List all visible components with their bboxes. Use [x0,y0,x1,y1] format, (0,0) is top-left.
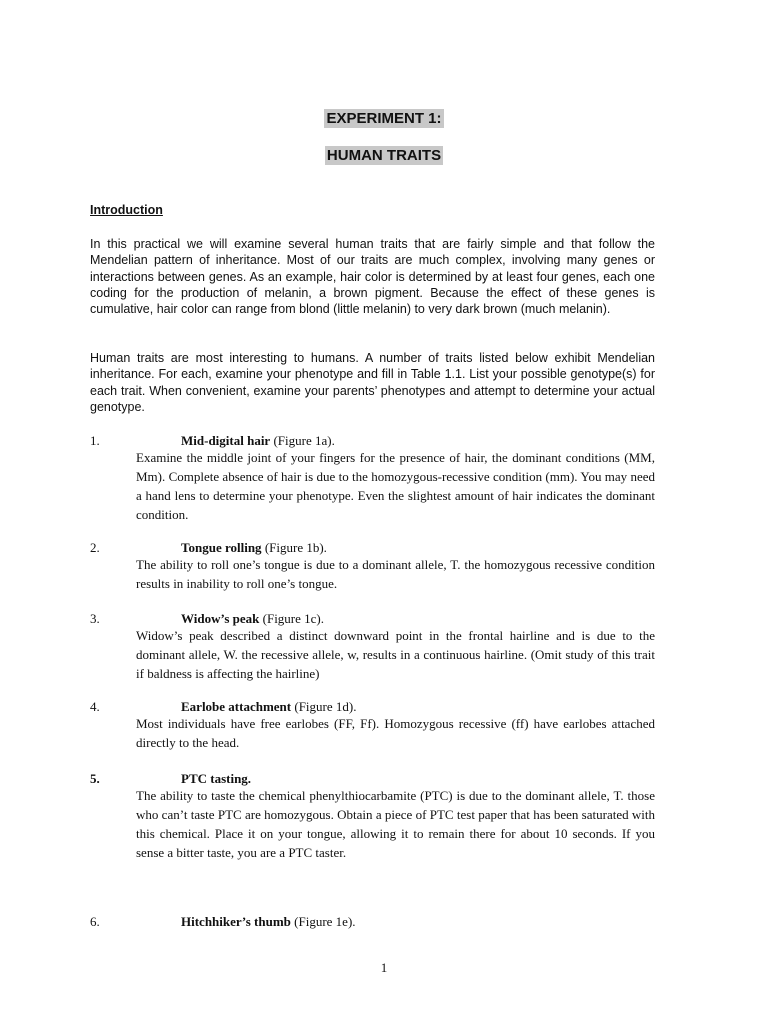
trait-description: Widow’s peak described a distinct downward point in the frontal hairline and is due to the dominant allele, W. the recessive allele, w, results in a continuous hairline. (Omit study of this trait if baldness is affecting the hairline) [136,628,655,681]
trait-description: The ability to roll one’s tongue is due to a dominant allele, T. the homozygous recessive condition results in inability to roll one’s tongue. [136,557,655,591]
trait-heading [181,771,251,787]
trait-heading [181,540,327,556]
trait-number: 3. [90,611,100,626]
trait-heading [181,611,324,627]
trait-name: Tongue rolling [181,540,262,555]
trait-figure-ref: (Figure 1d). [291,699,357,714]
trait-name: PTC tasting. [181,771,252,786]
trait-figure-ref: (Figure 1a). [270,433,335,448]
trait-figure-ref: (Figure 1b). [261,540,327,555]
trait-name: Mid-digital hair [181,433,271,448]
trait-name: Hitchhiker’s thumb [181,914,291,929]
trait-name: Earlobe attachment [181,699,292,714]
intro-paragraph-2: Human traits are most interesting to humans. A number of traits listed below exhibit Mendelian inheritance. For each, examine your phenotype and fill in Table 1.1. List your possible genotype(s) for each trait. When convenient, examine your parents’ phenotypes and attempt to determine your actual genotype. [90,351,655,414]
trait-figure-ref: (Figure 1c). [259,611,325,626]
experiment-title-text: EXPERIMENT 1: [326,110,442,127]
experiment-subtitle [0,147,768,164]
trait-number: 5. [90,771,100,786]
trait-name: Widow’s peak [181,611,260,626]
trait-description: Examine the middle joint of your fingers for the presence of hair, the dominant conditions (MM, Mm). Complete absence of hair is due to the homozygous-recessive condition (mm). You may need a hand lens to determine your phenotype. Even the slightest amount of hair indicates the dominant condition. [136,450,655,522]
page-number: 1 [380,960,388,975]
trait-heading [181,914,356,930]
trait-number: 1. [90,433,100,448]
trait-number: 6. [90,914,100,929]
introduction-heading: Introduction [90,203,163,217]
experiment-subtitle-text: HUMAN TRAITS [326,147,442,164]
trait-figure-ref: (Figure 1e). [290,914,356,929]
trait-heading [181,433,335,449]
trait-description: The ability to taste the chemical phenylthiocarbamite (PTC) is due to the dominant allele, T. those who can’t taste PTC are homozygous. Obtain a piece of PTC test paper that has been saturated with this chemical. Place it on your tongue, allowing it to remain there for about 10 seconds. If you sense a bitter taste, you are a PTC taster. [136,788,655,860]
trait-description: Most individuals have free earlobes (FF, Ff). Homozygous recessive (ff) have earlobes attached directly to the head. [136,716,655,750]
trait-number: 2. [90,540,100,555]
intro-paragraph-1: In this practical we will examine several human traits that are fairly simple and that follow the Mendelian pattern of inheritance. Most of our traits are much complex, involving many genes or interactions between genes. As an example, hair color is determined by at least four genes, each one coding for the production of melanin, a brown pigment. Because the effect of these genes is cumulative, hair color can range from blond (little melanin) to very dark brown (much melanin). [90,237,655,317]
experiment-title [0,110,768,127]
trait-number: 4. [90,699,100,714]
trait-heading [181,699,356,715]
